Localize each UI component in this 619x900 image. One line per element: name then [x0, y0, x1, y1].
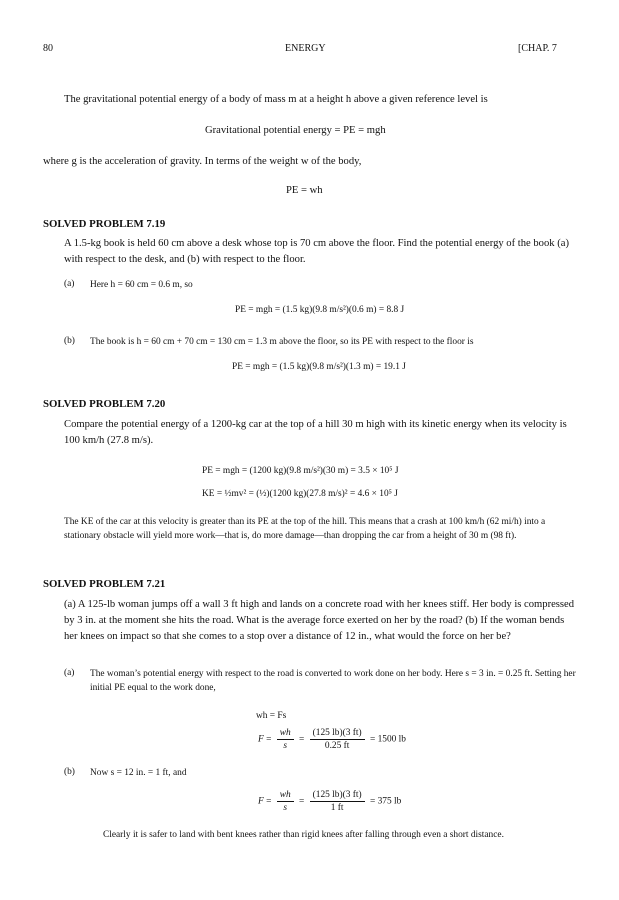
problem-7-20-ke-equation: KE = ½mv² = (½)(1200 kg)(27.8 m/s)² = 4.6 × 10⁵ J [202, 489, 398, 499]
problem-7-19-part-a-label: (a) [64, 279, 75, 289]
intro-paragraph-2: where g is the acceleration of gravity. In terms of the weight w of the body, [43, 156, 362, 167]
force-b-denominator: 1 ft [330, 803, 344, 813]
problem-7-19-part-b-text: The book is h = 60 cm + 70 cm = 130 cm = 1.3 m above the floor, so its PE with respect to the floor is [90, 337, 474, 347]
problem-7-21-part-a-label: (a) [64, 668, 75, 678]
fraction-force-b [310, 790, 365, 813]
heading-problem-7-20: SOLVED PROBLEM 7.20 [43, 398, 166, 410]
equation-gravitational-pe: Gravitational potential energy = PE = mgh [205, 125, 386, 136]
heading-problem-7-19: SOLVED PROBLEM 7.19 [43, 218, 166, 230]
problem-7-19-part-b-label: (b) [64, 336, 75, 346]
force-a-result: = 1500 lb [369, 734, 406, 745]
intro-paragraph [64, 92, 488, 108]
fraction-wh-over-s: $\frac{wh}{s}$ [277, 728, 294, 751]
problem-7-21-statement: (a) A 125-lb woman jumps off a wall 3 ft high and lands on a concrete road with her knees stiff. Her body is compressed by 3 in. at the moment she hits the road. What is the average force exerted on her by the road? (b) If the woman bends her knees on impact so that she comes to a stop over a distance of 12 in., what would the force on her be? [64, 599, 575, 642]
problem-7-20-pe-equation: PE = mgh = (1200 kg)(9.8 m/s²)(30 m) = 3.5 × 10⁵ J [202, 466, 399, 476]
problem-7-20-statement: Compare the potential energy of a 1200-kg car at the top of a hill 30 m high with its kinetic energy when its velocity is 100 km/h (27.8 m/s). [64, 419, 567, 446]
fraction-force-a [310, 728, 365, 751]
equation-pe-wh: PE = wh [286, 185, 323, 196]
force-a-denominator: 0.25 ft [324, 741, 350, 751]
page-number: 80 [43, 43, 53, 54]
force-b-result: = 375 lb [369, 796, 402, 807]
problem-7-21-part-a-text: The woman’s potential energy with respect to the road is converted to work done on her body. Here s = 3 in. = 0.25 ft. Setting her initial PE equal to the work done, [90, 669, 576, 694]
intro-text: The gravitational potential energy of a body of mass m at a height h above a given reference level is [64, 94, 488, 105]
equation-wh-fs: wh = Fs [256, 711, 287, 721]
equation-force-b: F = $\frac{wh}{s}$ = $\frac{(125 lb)(3 ft)}{1 ft}$ = 375 lb [258, 790, 402, 813]
force-b-numerator: (125 lb)(3 ft) [310, 790, 365, 802]
problem-7-21-conclusion: Clearly it is safer to land with bent knees rather than rigid knees after falling through even a short distance. [103, 830, 504, 840]
problem-7-19-part-a-text: Here h = 60 cm = 0.6 m, so [90, 280, 193, 290]
heading-problem-7-21: SOLVED PROBLEM 7.21 [43, 578, 166, 590]
chapter-reference: [CHAP. 7 [518, 43, 557, 54]
problem-7-21-part-b-label: (b) [64, 767, 75, 777]
fraction-wh-over-s-b: $\frac{wh}{s}$ [277, 790, 294, 813]
force-a-numerator: (125 lb)(3 ft) [310, 728, 365, 740]
problem-7-20-conclusion: The KE of the car at this velocity is greater than its PE at the top of the hill. This means that a crash at 100 km/h (62 mi/h) into a stationary obstacle will yield more work—that is, do more damage—than dropping the car from a height of 30 m (98 ft). [64, 517, 546, 542]
problem-7-19-part-a-equation: PE = mgh = (1.5 kg)(9.8 m/s²)(0.6 m) = 8.8 J [235, 305, 405, 315]
problem-7-19-part-b-equation: PE = mgh = (1.5 kg)(9.8 m/s²)(1.3 m) = 19.1 J [232, 362, 406, 372]
problem-7-21-part-b-text: Now s = 12 in. = 1 ft, and [90, 768, 187, 778]
equation-force-a: F = $\frac{wh}{s}$ = $\frac{(125 lb)(3 ft)}{0.25 ft}$ = 1500 lb [258, 728, 406, 751]
chapter-title: ENERGY [285, 43, 326, 54]
problem-7-19-statement: A 1.5-kg book is held 60 cm above a desk whose top is 70 cm above the floor. Find the potential energy of the book (a) with respect to the desk, and (b) with respect to the floor. [64, 238, 569, 265]
